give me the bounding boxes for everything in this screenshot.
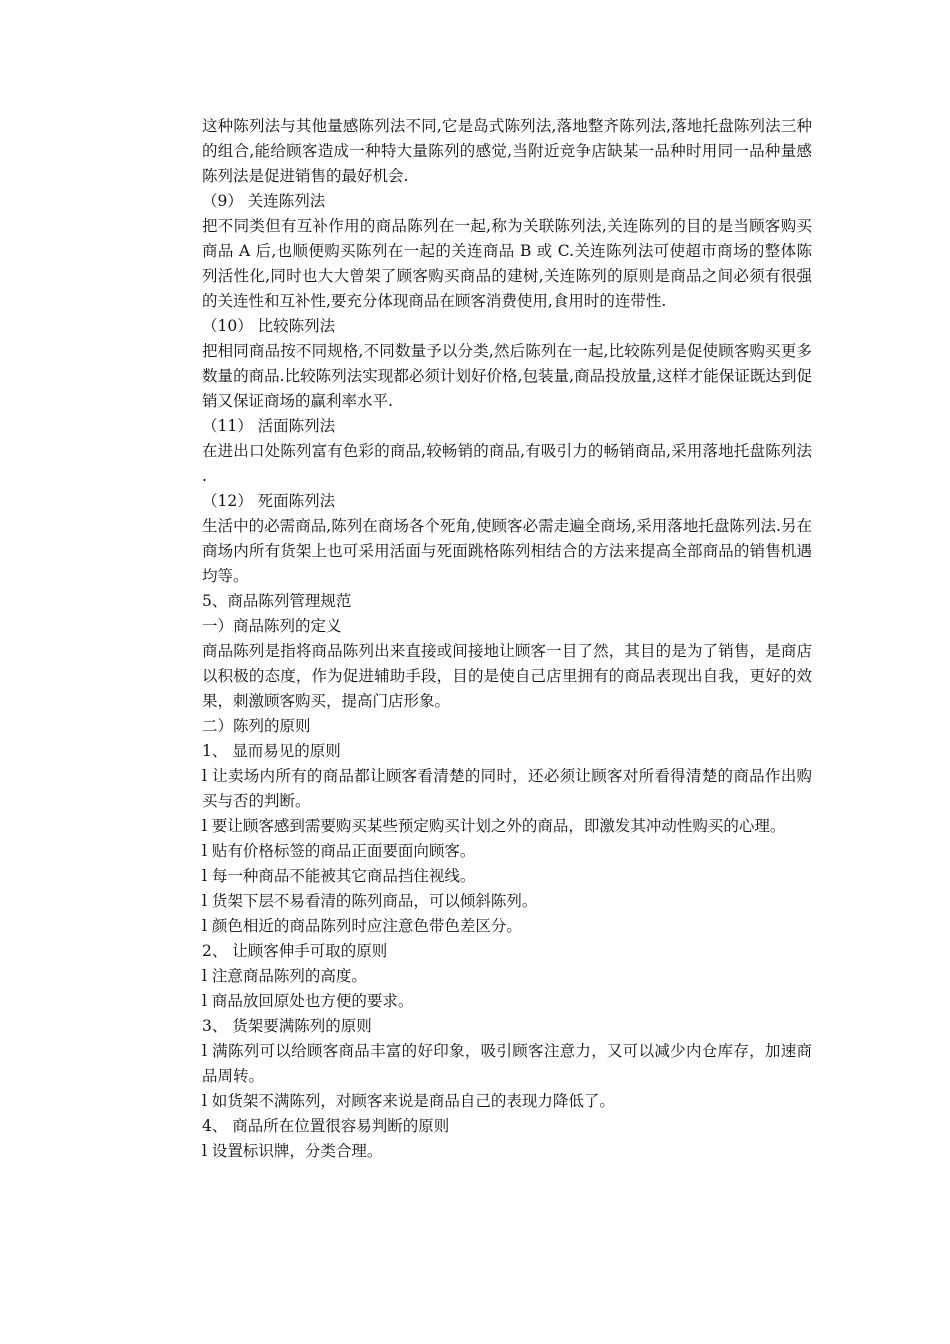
section-heading-9: （9） 关连陈列法	[202, 192, 326, 210]
bullet-item: l 注意商品陈列的高度。	[202, 967, 367, 985]
bullet-item: l 货架下层不易看清的陈列商品，可以倾斜陈列。	[202, 892, 538, 910]
bullet-item: l 满陈列可以给顾客商品丰富的好印象，吸引顾客注意力，又可以减少内仓库存，加速商品周转。	[202, 1042, 812, 1085]
principle-heading-3: 3、 货架要满陈列的原则	[202, 1017, 372, 1035]
subheading-definition: 一）商品陈列的定义	[202, 617, 342, 635]
paragraph-active-face-display: 在进出口处陈列富有色彩的商品,较畅销的商品,有吸引力的畅销商品,采用落地托盘陈列法 .	[202, 442, 812, 485]
bullet-item: l 商品放回原处也方便的要求。	[202, 992, 414, 1010]
bullet-item: l 颜色相近的商品陈列时应注意色带色差区分。	[202, 917, 522, 935]
paragraph-comparison-display: 把相同商品按不同规格,不同数量予以分类,然后陈列在一起,比较陈列是促使顾客购买更多数量的商品.比较陈列法实现都必须计划好价格,包装量,商品投放量,这样才能保证既达到促销又保证商场的赢利率水平.	[202, 342, 812, 410]
paragraph-related-display: 把不同类但有互补作用的商品陈列在一起,称为关联陈列法,关连陈列的目的是当顾客购买商品 A 后,也顺便购买陈列在一起的关连商品 B 或 C.关连陈列法可使超市商场的整体陈列活性化,同时也大大曾架了顾客购买商品的建树,关连陈列的原则是商品之间必须有很强的关连性和互补性,要充分体现商品在顾客消费使用,食用时的连带性.	[202, 217, 812, 310]
section-heading-10: （10） 比较陈列法	[202, 317, 336, 335]
principle-heading-2: 2、 让顾客伸手可取的原则	[202, 942, 388, 960]
paragraph-definition: 商品陈列是指将商品陈列出来直接或间接地让顾客一目了然，其目的是为了销售，是商店以积极的态度，作为促进辅助手段，目的是使自己店里拥有的商品表现出自我，更好的效果，刺激顾客购买，提高门店形象。	[202, 642, 812, 710]
paragraph-dead-face-display: 生活中的必需商品,陈列在商场各个死角,使顾客必需走遍全商场,采用落地托盘陈列法.另在商场内所有货架上也可采用活面与死面跳格陈列相结合的方法来提高全部商品的销售机遇均等。	[202, 517, 812, 585]
section-heading-12: （12） 死面陈列法	[202, 492, 336, 510]
paragraph-bulk-display-summary: 这种陈列法与其他量感陈列法不同,它是岛式陈列法,落地整齐陈列法,落地托盘陈列法三种的组合,能给顾客造成一种特大量陈列的感觉,当附近竞争店缺某一品种时用同一品种量感陈列法是促进销售的最好机会.	[202, 117, 812, 185]
bullet-item: l 要让顾客感到需要购买某些预定购买计划之外的商品，即激发其冲动性购买的心理。	[202, 817, 786, 835]
principle-heading-1: 1、 显而易见的原则	[202, 742, 341, 760]
bullet-item: l 如货架不满陈列，对顾客来说是商品自己的表现力降低了。	[202, 1092, 615, 1110]
bullet-item: l 每一种商品不能被其它商品挡住视线。	[202, 867, 476, 885]
principle-heading-4: 4、 商品所在位置很容易判断的原则	[202, 1117, 450, 1135]
bullet-item: l 让卖场内所有的商品都让顾客看清楚的同时，还必须让顾客对所看得清楚的商品作出购 买与否的判断。	[202, 767, 812, 810]
document-body	[202, 114, 812, 1164]
bullet-item: l 贴有价格标签的商品正面要面向顾客。	[202, 842, 476, 860]
bullet-item: l 设置标识牌，分类合理。	[202, 1142, 383, 1160]
section-heading-11: （11） 活面陈列法	[202, 417, 336, 435]
subheading-principles: 二）陈列的原则	[202, 717, 311, 735]
section-heading-5: 5、商品陈列管理规范	[202, 592, 352, 610]
